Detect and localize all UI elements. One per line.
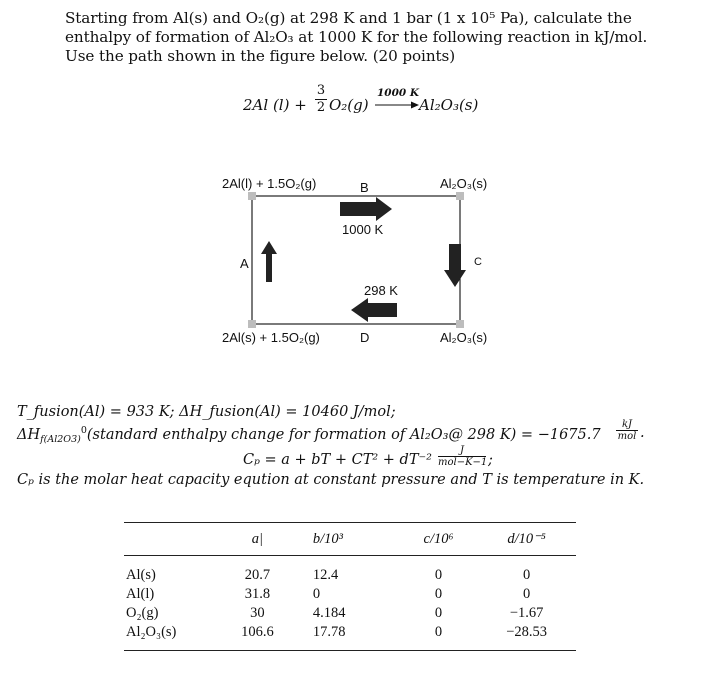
table-header: d/10⁻⁵ xyxy=(477,523,576,556)
table-row xyxy=(124,585,576,604)
corner-marker-tr xyxy=(456,192,464,200)
path-label-b: B xyxy=(360,180,369,195)
reaction-lhs-2: O₂(g) xyxy=(329,96,369,114)
path-label-c: C xyxy=(474,256,482,268)
problem-statement: Starting from Al(s) and O₂(g) at 298 K and 1 bar (1 x 10⁵ Pa), calculate the enthalpy of formation of Al₂O₃ at 1000 K for the following reaction in kJ/mol. Use the path shown in the figure below. (20 points) xyxy=(65,9,648,65)
table-cell: 20.7 xyxy=(244,567,271,583)
formation-unit: kJ mol xyxy=(617,419,637,442)
table-cell: 31.8 xyxy=(244,586,271,602)
corner-marker-bl xyxy=(248,320,256,328)
given-fusion-data: T_fusion(Al) = 933 K; ΔH_fusion(Al) = 10460 J/mol; xyxy=(17,404,396,420)
table-cell: 0 xyxy=(522,586,531,602)
table-cell: −1.67 xyxy=(509,605,544,621)
formation-enthalpy-text: (standard enthalpy change for formation of Al₂O₃@ 298 K) = −1675.7 xyxy=(86,427,601,443)
formation-subscript: f(Al2O3) xyxy=(40,434,81,445)
given-formation-enthalpy: $\Delta H_{f(Al2O3)}^0(standard$ enthalpy change for formation of Al₂O₃@ 298 K) = −1675.7 xyxy=(17,425,601,445)
state-bottom-right: Al₂O₃(s) xyxy=(440,330,488,345)
table-cell: 0 xyxy=(434,567,443,583)
corner-marker-br xyxy=(456,320,464,328)
table-cell: 12.4 xyxy=(312,567,339,583)
temp-label-bottom: 298 K xyxy=(364,283,398,298)
table-header: a| xyxy=(214,523,301,556)
table-cell: 0 xyxy=(312,586,321,602)
table-header: c/10⁶ xyxy=(400,523,477,556)
table-cell: Al(s) xyxy=(126,567,156,583)
heat-capacity-table xyxy=(124,522,576,651)
reaction-lhs-1: 2Al (l) + xyxy=(243,96,307,114)
table-cell: 0 xyxy=(400,623,477,651)
table-row xyxy=(124,556,576,586)
state-top-left: 2Al(l) + 1.5O₂(g) xyxy=(222,176,317,191)
table-header xyxy=(124,523,214,556)
arrow-a-icon xyxy=(261,241,277,282)
table-cell: 17.78 xyxy=(301,623,400,651)
corner-marker-tl xyxy=(248,192,256,200)
table-row xyxy=(124,623,576,651)
table-cell: 30 xyxy=(250,605,265,621)
path-label-d: D xyxy=(360,330,370,345)
state-bottom-left: 2Al(s) + 1.5O₂(g) xyxy=(222,330,320,345)
reaction-arrow-label: 1000 K xyxy=(377,87,420,99)
fraction-numerator: 3 xyxy=(316,83,326,98)
table-row xyxy=(124,604,576,623)
table-cell: O₂(g) xyxy=(126,605,159,621)
fraction-denominator: 2 xyxy=(316,100,326,115)
cp-equation: Cₚ = a + bT + CT² + dT⁻² xyxy=(243,452,432,468)
arrow-d-icon xyxy=(351,298,397,322)
arrow-b-icon xyxy=(340,197,392,221)
table-header: b/10³ xyxy=(301,523,400,556)
path-label-a: A xyxy=(240,256,249,271)
table-cell: 106.6 xyxy=(214,623,301,651)
table-cell: Al(l) xyxy=(126,586,155,602)
table-cell: 4.184 xyxy=(312,605,346,621)
table-cell: −28.53 xyxy=(477,623,576,651)
temp-label-top: 1000 K xyxy=(342,222,384,237)
table-cell: Al₂O₃(s) xyxy=(124,623,214,651)
reaction-rhs: Al₂O₃(s) xyxy=(419,96,479,114)
table-header-row xyxy=(124,523,576,556)
cp-unit: J mol−K−1 xyxy=(438,445,488,468)
table-cell: 0 xyxy=(434,605,443,621)
table-cell: 0 xyxy=(434,586,443,602)
cp-description: Cₚ is the molar heat capacity eqution at constant pressure and T is temperature in K. xyxy=(17,472,645,488)
state-top-right: Al₂O₃(s) xyxy=(440,176,488,191)
arrow-c-icon xyxy=(444,244,466,287)
table-cell: 0 xyxy=(522,567,531,583)
